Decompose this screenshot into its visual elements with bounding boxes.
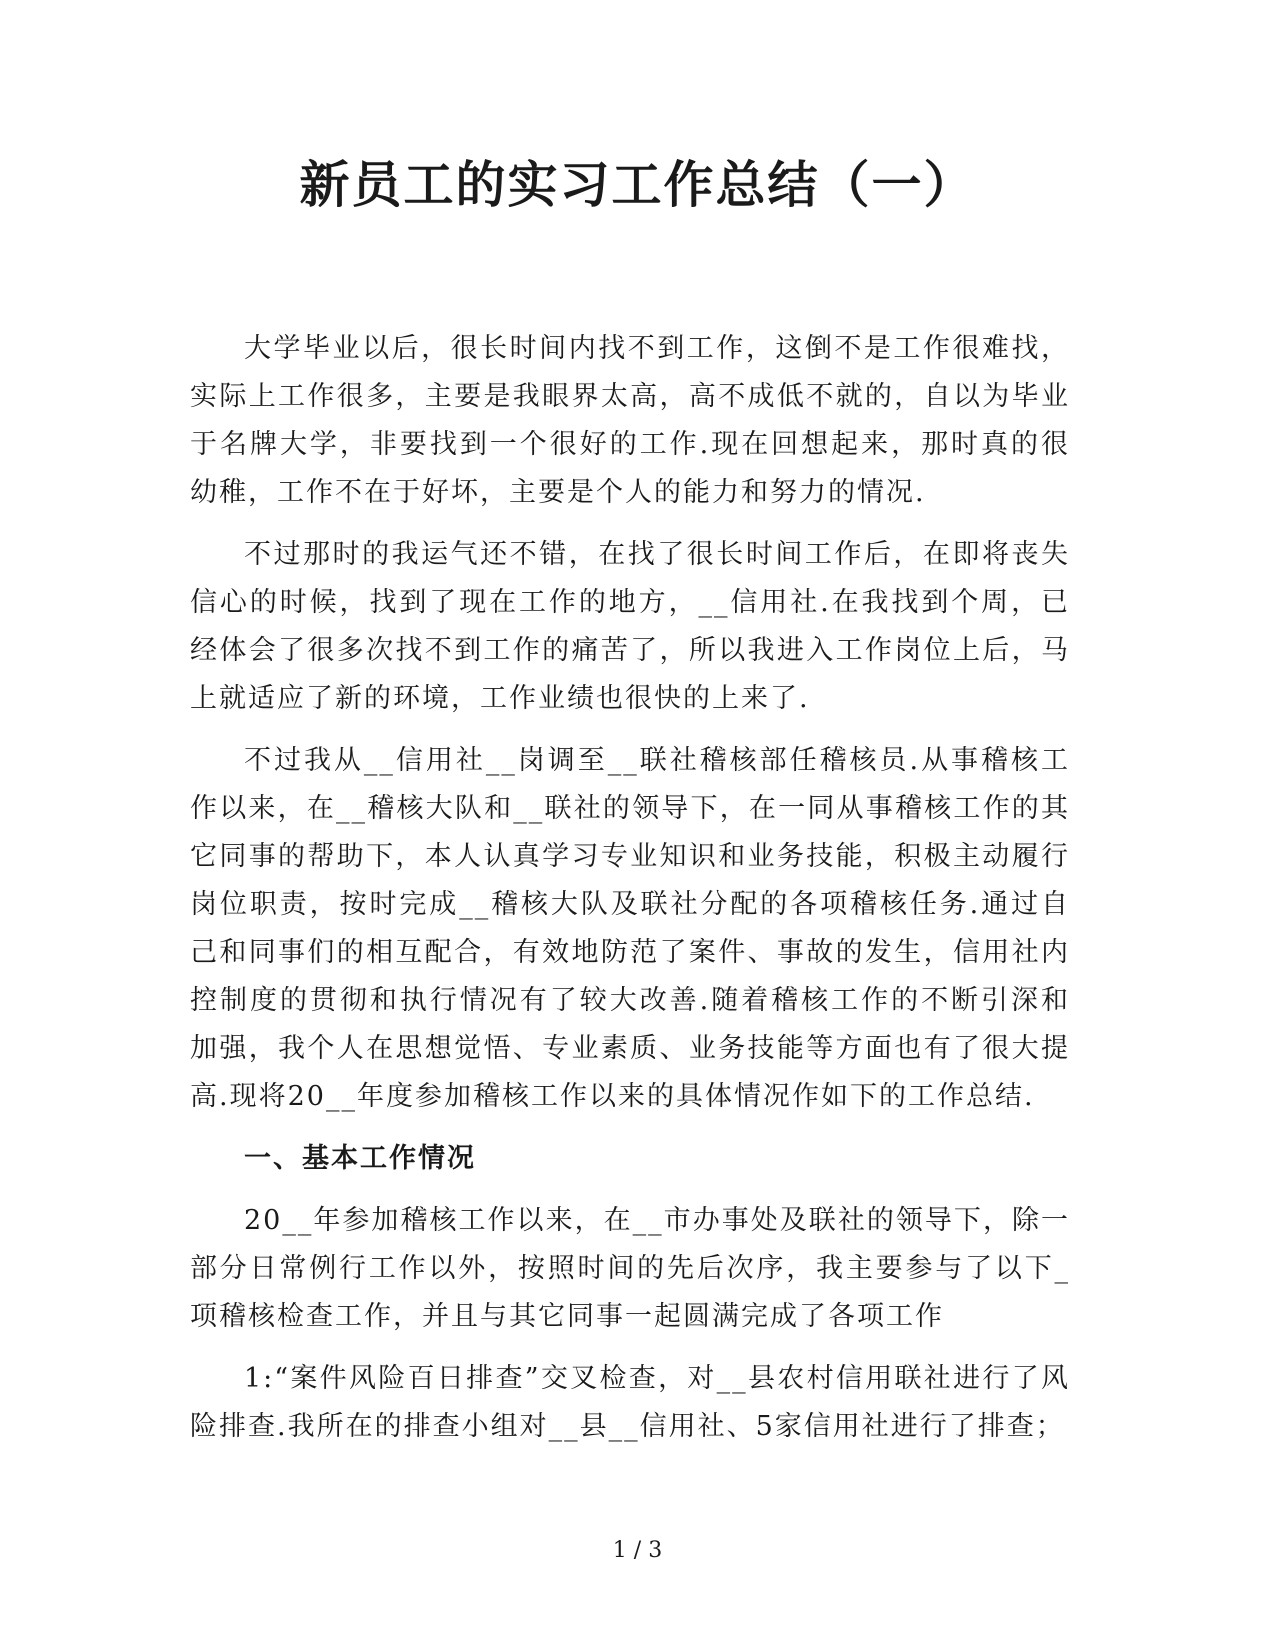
paragraph-list-item-1: 1:“案件风险百日排查”交叉检查，对__县农村信用联社进行了风险排查.我所在的排查小组对__县__信用社、5家信用社进行了排查；: [190, 1363, 1070, 1442]
paragraph-audit-work: 不过我从__信用社__岗调至__联社稽核部任稽核员.从事稽核工作以来，在__稽核大队和__联社的领导下，在一同从事稽核工作的其它同事的帮助下，本人认真学习专业知识和业务技能，积极主动履行岗位职责，按时完成__稽核大队及联社分配的各项稽核任务.通过自己和同事们的相互配合，有效地防范了案件、事故的发生，信用社内控制度的贯彻和执行情况有了较大改善.随着稽核工作的不断引深和加强，我个人在思想觉悟、专业素质、业务技能等方面也有了很大提高.现将20__年度参加稽核工作以来的具体情况作如下的工作总结.: [190, 745, 1070, 1112]
paragraph-job-found: 不过那时的我运气还不错，在找了很长时间工作后，在即将丧失信心的时候，找到了现在工作的地方，__信用社.在我找到个周，已经体会了很多次找不到工作的痛苦了，所以我进入工作岗位上后，马上就适应了新的环境，工作业绩也很快的上来了.: [190, 539, 1070, 714]
document-body: [190, 325, 1070, 1465]
paragraph-section-overview: 20__年参加稽核工作以来，在__市办事处及联社的领导下，除一部分日常例行工作以外，按照时间的先后次序，我主要参与了以下_项稽核检查工作，并且与其它同事一起圆满完成了各项工作: [190, 1205, 1070, 1332]
section-heading: 一、基本工作情况: [244, 1143, 476, 1174]
page-number: 1 / 3: [612, 1538, 663, 1563]
page-title: 新员工的实习工作总结（一）: [299, 155, 976, 214]
paragraph-intro: 大学毕业以后，很长时间内找不到工作，这倒不是工作很难找，实际上工作很多，主要是我眼界太高，高不成低不就的，自以为毕业于名牌大学，非要找到一个很好的工作.现在回想起来，那时真的很幼稚，工作不在于好坏，主要是个人的能力和努力的情况.: [190, 333, 1070, 508]
